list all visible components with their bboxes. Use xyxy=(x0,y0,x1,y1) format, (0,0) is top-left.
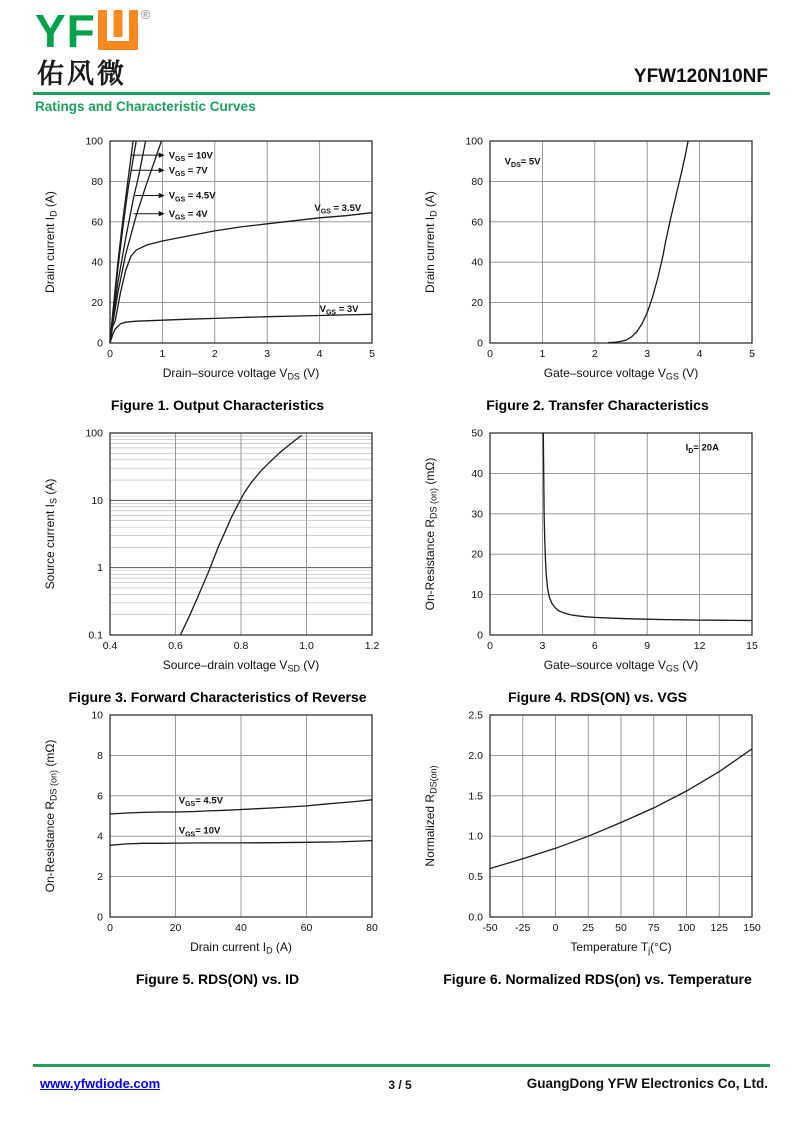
svg-text:10: 10 xyxy=(91,494,103,507)
svg-text:50: 50 xyxy=(471,427,483,440)
svg-text:40: 40 xyxy=(91,256,103,269)
svg-text:30: 30 xyxy=(471,508,483,521)
logo-chinese-name: 佑风微 xyxy=(37,59,127,89)
svg-text:Temperature Tj(°C): Temperature $T_j(^\circ C)$ xyxy=(570,940,672,956)
figure-2-caption: Figure 2. Transfer Characteristics xyxy=(486,397,709,413)
svg-text:40: 40 xyxy=(471,256,483,269)
part-number: YFW120N10NF xyxy=(633,66,768,87)
svg-text:Drain current ID (A): Drain current $I_D$ (A) xyxy=(43,191,59,293)
section-title: Ratings and Characteristic Curves xyxy=(35,99,256,114)
svg-text:3: 3 xyxy=(539,640,546,652)
figure-4 xyxy=(420,423,775,705)
svg-text:Normalized RDS(on): Normalized $R_{DS(on)}$ xyxy=(423,765,439,867)
svg-text:Gate–source voltage VGS (V): Gate–source voltage $V_{GS}$ (V) xyxy=(543,658,699,674)
header-divider xyxy=(33,92,770,95)
svg-text:0: 0 xyxy=(487,348,493,360)
svg-text:125: 125 xyxy=(710,922,729,934)
svg-text:Drain current ID (A): Drain current $I_D$ (A) xyxy=(190,940,292,956)
svg-text:6: 6 xyxy=(97,790,103,803)
svg-text:100: 100 xyxy=(85,135,103,148)
svg-text:0: 0 xyxy=(552,922,559,934)
svg-text:100: 100 xyxy=(85,427,103,440)
svg-text:VGS= 4.5V: $V_{GS}= 4.5V$ xyxy=(178,795,223,809)
svg-text:40: 40 xyxy=(471,467,483,480)
svg-text:4: 4 xyxy=(97,830,103,843)
figure-4-chart xyxy=(420,423,775,675)
svg-text:Drain current ID (A): Drain current $I_D$ (A) xyxy=(423,191,439,293)
figure-2 xyxy=(420,131,775,413)
svg-text:0.8: 0.8 xyxy=(233,640,249,652)
svg-text:1.0: 1.0 xyxy=(299,640,314,652)
figure-1-chart xyxy=(40,131,395,383)
figure-6-caption: Figure 6. Normalized RDS(on) vs. Temperature xyxy=(443,971,752,987)
svg-text:60: 60 xyxy=(300,922,313,934)
figure-1-caption: Figure 1. Output Characteristics xyxy=(110,397,325,413)
svg-text:0: 0 xyxy=(477,629,483,642)
figure-2-chart xyxy=(420,131,775,383)
svg-text:VGS = 4V: $V_{GS} = 4V$ xyxy=(168,208,208,222)
svg-text:50: 50 xyxy=(615,922,627,934)
svg-text:100: 100 xyxy=(465,135,483,148)
svg-text:1.5: 1.5 xyxy=(468,790,483,803)
figure-4-caption: Figure 4. RDS(ON) vs. VGS xyxy=(508,689,687,705)
svg-text:0.4: 0.4 xyxy=(102,640,118,652)
svg-text:8: 8 xyxy=(97,749,103,762)
svg-text:-50: -50 xyxy=(482,922,498,934)
figure-3 xyxy=(40,423,395,705)
svg-text:4: 4 xyxy=(696,348,703,360)
svg-text:60: 60 xyxy=(91,216,103,229)
svg-text:0: 0 xyxy=(97,911,103,924)
svg-text:6: 6 xyxy=(591,640,598,652)
svg-text:80: 80 xyxy=(91,175,103,188)
svg-text:0.6: 0.6 xyxy=(168,640,183,652)
svg-text:25: 25 xyxy=(582,922,595,934)
svg-text:2: 2 xyxy=(591,348,598,360)
figure-3-chart xyxy=(40,423,395,675)
footer-divider xyxy=(33,1064,770,1067)
svg-text:VGS = 10V: $V_{GS} = 10V$ xyxy=(168,150,213,163)
svg-text:12: 12 xyxy=(693,640,706,652)
svg-text:40: 40 xyxy=(235,922,247,934)
svg-text:VGS = 4.5V: $V_{GS} = 4.5V$ xyxy=(168,190,216,204)
svg-text:0: 0 xyxy=(107,922,113,934)
figure-3-caption: Figure 3. Forward Characteristics of Reverse xyxy=(68,689,367,705)
svg-text:20: 20 xyxy=(91,297,103,310)
svg-text:VGS = 3V: $V_{GS} = 3V$ xyxy=(319,303,359,317)
svg-text:1.2: 1.2 xyxy=(364,640,380,652)
svg-text:2.0: 2.0 xyxy=(468,749,483,762)
svg-text:ID= 20A: $I_D= 20A$ xyxy=(685,442,719,455)
svg-text:0: 0 xyxy=(107,348,113,360)
company-logo xyxy=(35,5,151,57)
page-indicator: 3 / 5 xyxy=(388,1078,412,1092)
svg-text:10: 10 xyxy=(91,709,103,722)
figure-6 xyxy=(420,705,775,987)
svg-text:100: 100 xyxy=(677,922,696,934)
svg-text:1: 1 xyxy=(539,348,546,360)
registered-trademark-icon: ® xyxy=(140,7,151,22)
svg-text:On-Resistance RDS (on) (mΩ): On-Resistance $R_{DS (on)}$ (mΩ) xyxy=(423,457,439,611)
svg-text:60: 60 xyxy=(471,216,483,229)
figure-5-chart xyxy=(40,705,395,957)
figure-5-caption: Figure 5. RDS(ON) vs. ID xyxy=(135,971,300,987)
svg-text:0.1: 0.1 xyxy=(88,629,103,642)
svg-text:VGS= 10V: $V_{GS}= 10V$ xyxy=(178,825,221,839)
svg-text:5: 5 xyxy=(749,348,755,360)
svg-text:Source–drain voltage VSD (V): Source–drain voltage $V_{SD}$ (V) xyxy=(162,658,320,674)
website-link[interactable]: www.yfwdiode.com xyxy=(40,1076,161,1091)
logo-w-icon xyxy=(98,10,138,54)
svg-text:10: 10 xyxy=(471,589,483,602)
figure-6-chart xyxy=(420,705,775,957)
svg-text:5: 5 xyxy=(369,348,375,360)
svg-text:3: 3 xyxy=(264,348,271,360)
svg-text:Gate–source voltage VGS (V): Gate–source voltage $V_{GS}$ (V) xyxy=(543,366,699,382)
svg-text:4: 4 xyxy=(316,348,323,360)
svg-text:80: 80 xyxy=(471,175,483,188)
svg-text:2: 2 xyxy=(211,348,218,360)
svg-text:1: 1 xyxy=(97,562,103,575)
svg-text:80: 80 xyxy=(366,922,378,934)
svg-text:VGS = 3.5V: $V_{GS} = 3.5V$ xyxy=(314,202,362,216)
svg-text:-25: -25 xyxy=(515,922,531,934)
svg-text:0.5: 0.5 xyxy=(468,871,483,884)
svg-text:75: 75 xyxy=(647,922,660,934)
svg-text:20: 20 xyxy=(169,922,182,934)
svg-text:0: 0 xyxy=(97,337,103,350)
svg-text:9: 9 xyxy=(644,640,651,652)
svg-text:150: 150 xyxy=(743,922,761,934)
figure-5 xyxy=(40,705,395,987)
svg-text:15: 15 xyxy=(746,640,758,652)
company-name: GuangDong YFW Electronics Co, Ltd. xyxy=(526,1076,768,1091)
svg-text:1.0: 1.0 xyxy=(468,830,483,843)
svg-text:On-Resistance RDS (on) (mΩ): On-Resistance $R_{DS (on)}$ (mΩ) xyxy=(43,739,59,893)
svg-text:0: 0 xyxy=(477,337,483,350)
svg-text:Drain–source voltage VDS (V): Drain–source voltage $V_{DS}$ (V) xyxy=(162,366,320,382)
svg-text:0.0: 0.0 xyxy=(468,911,483,924)
svg-text:1: 1 xyxy=(159,348,166,360)
svg-text:3: 3 xyxy=(644,348,651,360)
svg-text:VDS= 5V: $V_{DS}= 5V$ xyxy=(504,156,541,169)
svg-text:20: 20 xyxy=(471,297,483,310)
svg-text:20: 20 xyxy=(471,548,483,561)
figure-1 xyxy=(40,131,395,413)
logo-yf-text: YF xyxy=(35,5,96,57)
svg-text:Source current IS (A): Source current $I_S$ (A) xyxy=(43,478,59,590)
svg-text:VGS = 7V: $V_{GS} = 7V$ xyxy=(168,165,208,179)
svg-text:2: 2 xyxy=(97,871,103,884)
svg-text:0: 0 xyxy=(487,640,493,652)
svg-text:2.5: 2.5 xyxy=(468,709,483,722)
